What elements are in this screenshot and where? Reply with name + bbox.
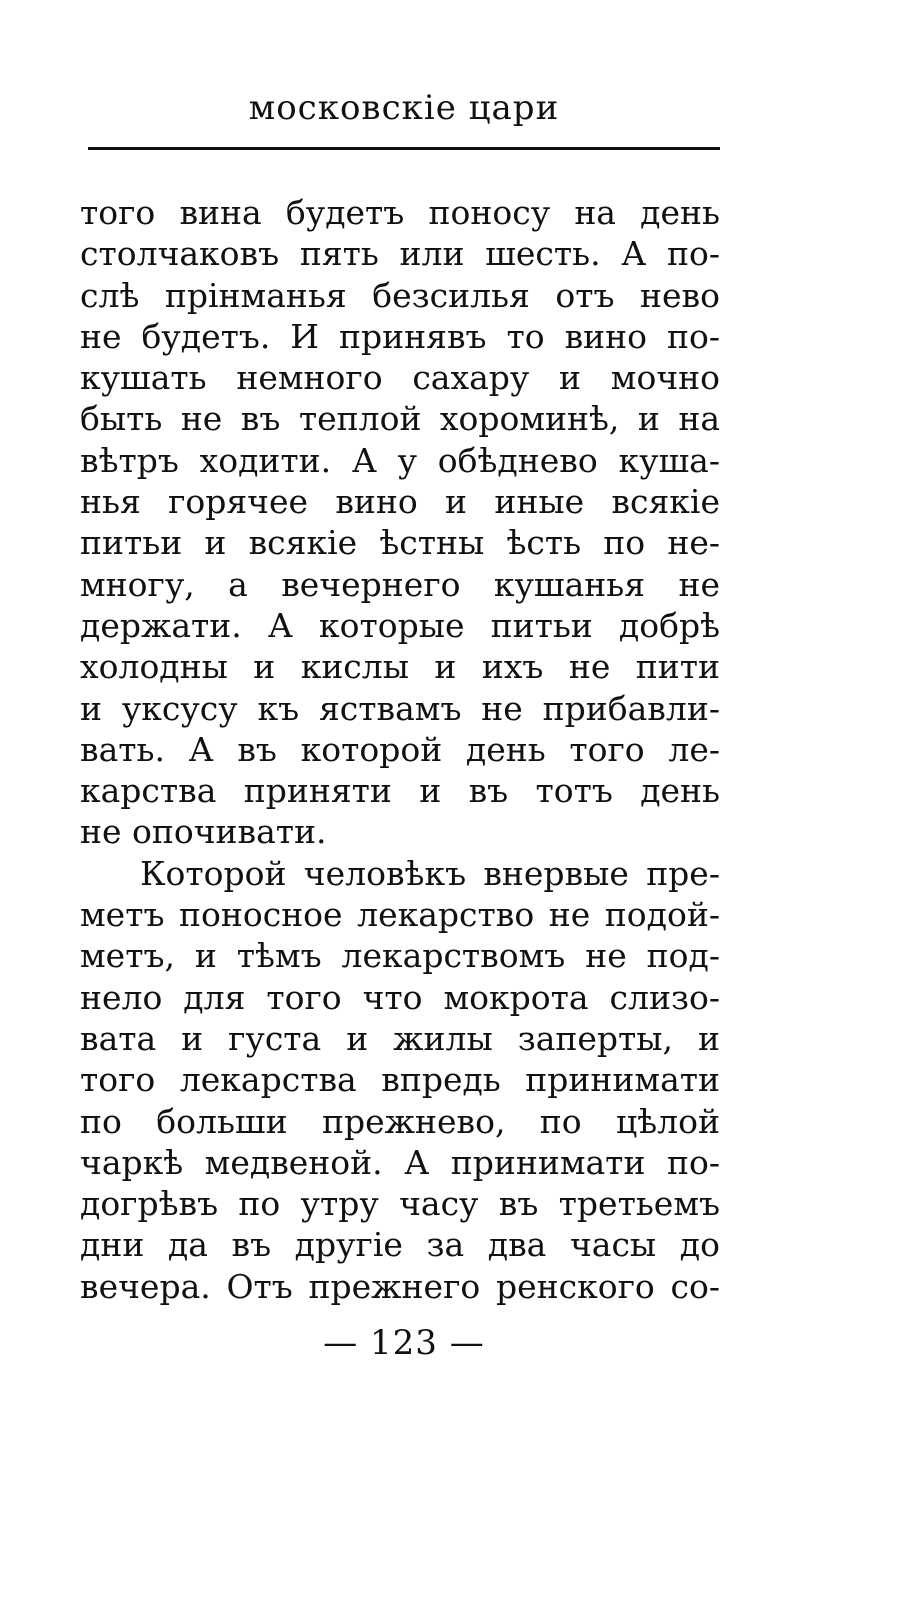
- paragraph-1: [80, 192, 720, 853]
- text-line: быть не въ теплой хороминѣ, и на: [80, 399, 720, 439]
- text-line: Которой человѣкъ внервые пре-: [140, 853, 720, 893]
- text-line: кушать немного сахару и мочно: [80, 358, 720, 398]
- text-line: холодны и кислы и ихъ не пити: [80, 647, 720, 687]
- text-line: держати. А которые питьи добрѣ: [80, 605, 720, 645]
- text-line: того лекарства впредь принимати: [80, 1060, 720, 1100]
- text-line: дни да въ другіе за два часы до: [80, 1225, 720, 1265]
- header-rule: [88, 147, 720, 150]
- text-line: вечера. Отъ прежнего ренского со-: [80, 1266, 720, 1306]
- text-line: не опочивати.: [80, 812, 327, 852]
- text-line: вать. А въ которой день того ле-: [80, 729, 720, 769]
- text-line: вѣтръ ходити. А у обѣднево куша-: [80, 440, 720, 480]
- text-line: не будетъ. И принявъ то вино по-: [80, 316, 720, 356]
- running-title: московскіе цари: [248, 88, 560, 128]
- text-line: вата и густа и жилы заперты, и: [80, 1018, 720, 1058]
- text-line: карства приняти и въ тотъ день: [80, 771, 720, 811]
- text-line: питьи и всякіе ѣстны ѣсть по не-: [80, 523, 720, 563]
- paragraph-2: [80, 853, 720, 1307]
- text-line: догрѣвъ по утру часу въ третьемъ: [80, 1184, 720, 1224]
- text-line: метъ, и тѣмъ лекарствомъ не под-: [80, 936, 720, 976]
- text-line: того вина будетъ поносу на день: [80, 193, 720, 232]
- text-line: по больши прежнево, по цѣлой: [80, 1101, 720, 1141]
- text-line: слѣ прінманья безсилья отъ нево: [80, 275, 720, 315]
- text-line: нья горячее вино и иные всякіе: [80, 482, 720, 522]
- text-line: и уксусу къ яствамъ не прибавли-: [80, 688, 720, 728]
- text-line: многу, а вечернего кушанья не: [80, 564, 720, 604]
- text-line: столчаковъ пять или шесть. А по-: [80, 234, 720, 274]
- text-line: нело для того что мокрота слизо-: [80, 977, 720, 1017]
- body-text: [80, 192, 720, 1307]
- page-number: — 123 —: [323, 1323, 485, 1363]
- text-line: чаркѣ медвеной. А принимати по-: [80, 1142, 720, 1182]
- text-line: метъ поносное лекарство не подой-: [80, 895, 720, 935]
